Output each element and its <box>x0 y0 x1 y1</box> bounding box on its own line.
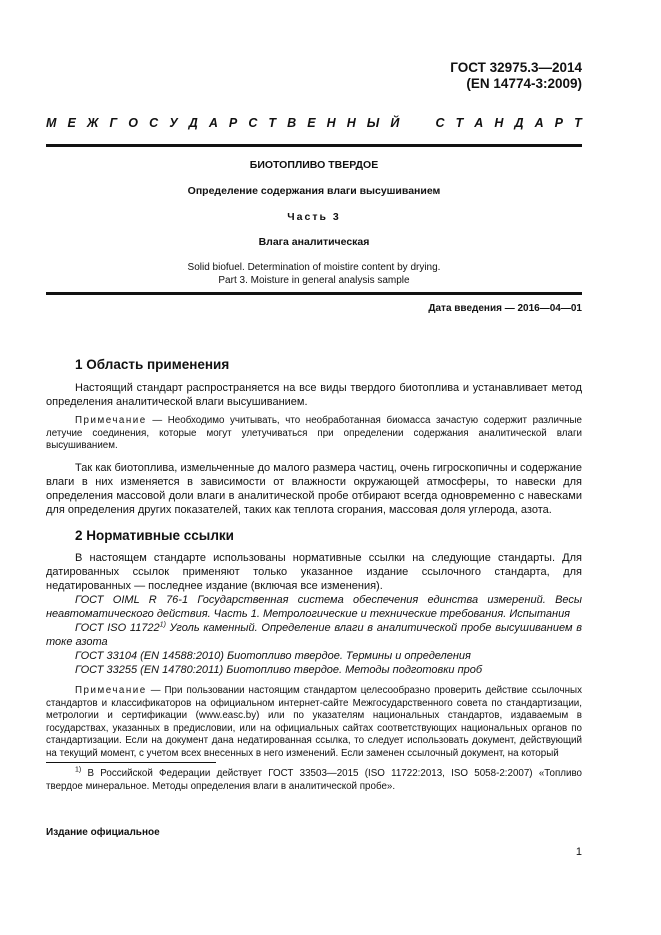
note <box>46 415 582 453</box>
banner-letter: Д <box>188 116 198 130</box>
banner-letter: С <box>248 116 258 130</box>
document-title: БИОТОПЛИВО ТВЕРДОЕ <box>249 159 379 171</box>
reference-title: Уголь каменный. Определение влаги в аналитической пробе высушиванием в токе азота <box>46 622 582 648</box>
banner-letter: А <box>474 116 484 130</box>
paragraph: Настоящий стандарт распространяется на все виды твердого биотоплива и устанавливает метод определения аналитической влаги высушиванием. <box>46 382 582 408</box>
banner-letter: Д <box>514 116 524 130</box>
banner-letter: Н <box>326 116 336 130</box>
section-2-body <box>46 551 582 760</box>
footnote-marker: 1) <box>159 621 166 629</box>
standard-en-number: (EN 14774-3:2009) <box>466 76 582 91</box>
banner-letter: А <box>208 116 218 130</box>
banner-letter: Н <box>346 116 356 130</box>
banner-letter: В <box>287 116 297 130</box>
english-title-line: Part 3. Moisture in general analysis sample <box>218 275 410 286</box>
banner-letter: С <box>149 116 159 130</box>
note-text: — При пользовании настоящим стандартом целесообразно проверить действие ссылочных стандартов и классификаторов на официальном интернет-сайте Межгосударственного совета по стандартизации, метрологии и сертификации (www.easc.by) или по указателям национальных стандартов, издаваемым в государствах, указанных в предисловии, или на официальных сайтах соответствующих национальных органов по стандартизации. Если на документ дана недатированная ссылка, то следует использовать документ, действующий на текущий момент, с учетом всех внесенных в него изменений. Если заменен ссылочный документ, на который <box>46 685 582 759</box>
normative-reference: ГОСТ OIML R 76-1 Государственная система обеспечения единства измерений. Весы неавтоматического действия. Часть 1. Метрологические и технические требования. Испытания <box>46 594 582 620</box>
footnote-rule <box>46 762 216 763</box>
section-2-heading: 2 Нормативные ссылки <box>75 528 234 543</box>
reference-code: ГОСТ ISO 11722 <box>75 622 160 634</box>
note-label: Примечание <box>75 415 147 426</box>
normative-reference <box>46 621 582 649</box>
english-title <box>46 261 582 287</box>
normative-reference: ГОСТ 33104 (EN 14588:2010) Биотопливо твердое. Термины и определения <box>75 650 471 662</box>
part-number: Часть 3 <box>287 211 341 223</box>
footnote-mark: 1) <box>75 766 82 774</box>
section-1-body <box>46 381 582 517</box>
section-1-heading: 1 Область применения <box>75 357 230 372</box>
english-title-line: Solid biofuel. Determination of moistire content by drying. <box>187 262 441 273</box>
footnote-text: В Российской Федерации действует ГОСТ 33503—2015 (ISO 11722:2013, ISO 5058-2:2007) «Топливо твердое минеральное. Методы определения влаги в аналитической пробе». <box>46 768 582 792</box>
standard-number: ГОСТ 32975.3—2014 <box>450 60 582 75</box>
banner-letter: Т <box>455 116 464 130</box>
banner-letter: Р <box>228 116 238 130</box>
banner-letter: Т <box>268 116 277 130</box>
banner-letter: Ж <box>86 116 99 130</box>
page-number: 1 <box>575 846 582 858</box>
banner-letter: Р <box>554 116 563 130</box>
normative-reference: ГОСТ 33255 (EN 14780:2011) Биотопливо твердое. Методы подготовки проб <box>75 664 483 676</box>
banner-letter: С <box>435 116 445 130</box>
note <box>46 685 582 760</box>
banner-letter: А <box>534 116 544 130</box>
title-rule-bottom <box>46 292 582 295</box>
banner-letter: Н <box>494 116 504 130</box>
banner-letter: Е <box>67 116 76 130</box>
standard-code <box>450 60 582 92</box>
interstate-standard-banner <box>46 116 582 130</box>
note-text: — Необходимо учитывать, что необработанная биомасса зачастую содержит различные летучие соединения, которые могут улетучиваться при определении содержания аналитической влаги высушиванием. <box>46 415 582 451</box>
banner-letter: О <box>128 116 139 130</box>
official-edition-label: Издание официальное <box>46 827 160 838</box>
banner-letter: Е <box>307 116 316 130</box>
banner-letter: Й <box>390 116 400 130</box>
title-rule-top <box>46 144 582 147</box>
document-subtitle: Определение содержания влаги высушиванием <box>187 185 441 197</box>
footnote <box>46 768 582 793</box>
banner-letter: У <box>169 116 178 130</box>
banner-letter: М <box>46 116 57 130</box>
banner-gap <box>410 116 424 130</box>
part-title: Влага аналитическая <box>258 236 370 248</box>
introduction-date: Дата введения — 2016—04—01 <box>428 303 582 314</box>
paragraph: Так как биотоплива, измельченные до малого размера частиц, очень гигроскопичны и содержание влаги в них изменяется в зависимости от влажности окружающей атмосферы, то навески для определения массовой доли влаги в аналитической пробе отбирают всегда одновременно с навесками для определения других показателей, таких как теплота сгорания, массовая доля углерода, азота. <box>46 461 582 516</box>
note-label: Примечание <box>75 685 147 696</box>
banner-letter: Г <box>109 116 118 130</box>
banner-letter: Ы <box>366 116 380 130</box>
banner-letter: Т <box>574 116 582 130</box>
paragraph: В настоящем стандарте использованы нормативные ссылки на следующие стандарты. Для датированных ссылок применяют только указанное издание ссылочного стандарта, для недатированных — последнее издание (включая все изменения). <box>46 552 582 592</box>
